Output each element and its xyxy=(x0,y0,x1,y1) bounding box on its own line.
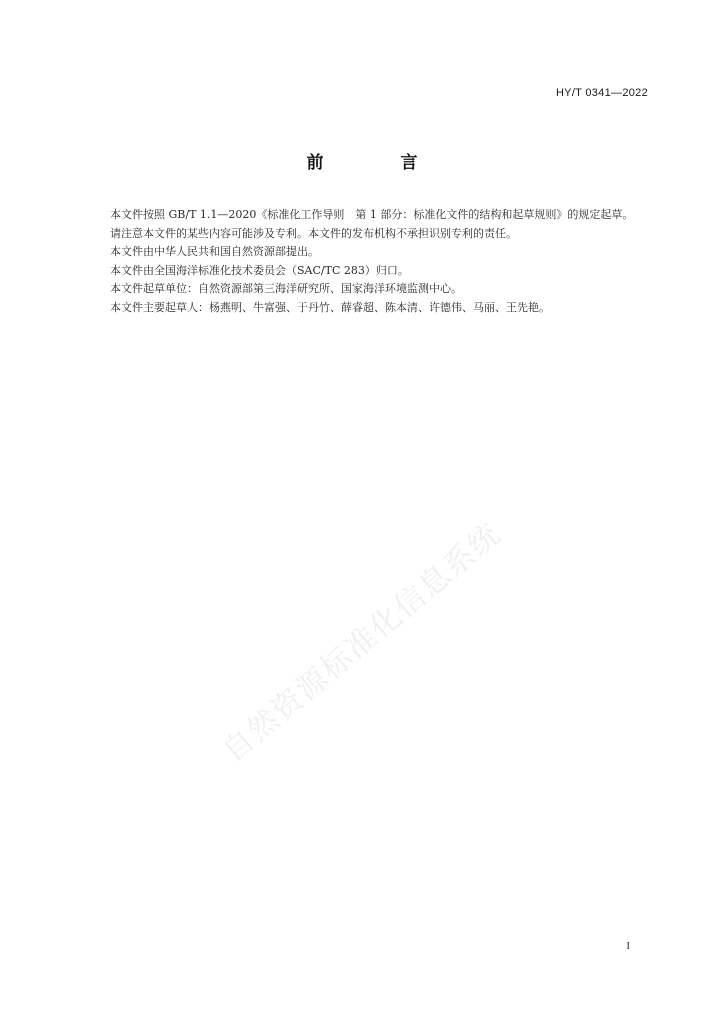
page-title: 前 言 xyxy=(306,153,448,173)
paragraph-drafting-rules: 本文件按照 GB/T 1.1—2020《标准化工作导则 第 1 部分：标准化文件的结构和起草规则》的规定起草。 xyxy=(110,208,634,221)
page-number: I xyxy=(626,940,630,952)
document-code: HY/T 0341—2022 xyxy=(555,87,648,99)
paragraph-jurisdiction: 本文件由全国海洋标准化技术委员会（SAC/TC 283）归口。 xyxy=(110,263,409,277)
watermark: 自然资源标准化信息系统 xyxy=(216,516,509,770)
paragraph-drafters: 本文件主要起草人：杨燕明、牛富强、于丹竹、薛睿超、陈本清、许德伟、马丽、王先艳。 xyxy=(110,300,550,314)
paragraph-drafting-units: 本文件起草单位：自然资源部第三海洋研究所、国家海洋环境监测中心。 xyxy=(110,282,462,295)
preface-body xyxy=(88,206,648,317)
paragraph-proposer: 本文件由中华人民共和国自然资源部提出。 xyxy=(110,245,319,258)
paragraph-patent-notice: 请注意本文件的某些内容可能涉及专利。本文件的发布机构不承担识别专利的责任。 xyxy=(110,226,517,240)
